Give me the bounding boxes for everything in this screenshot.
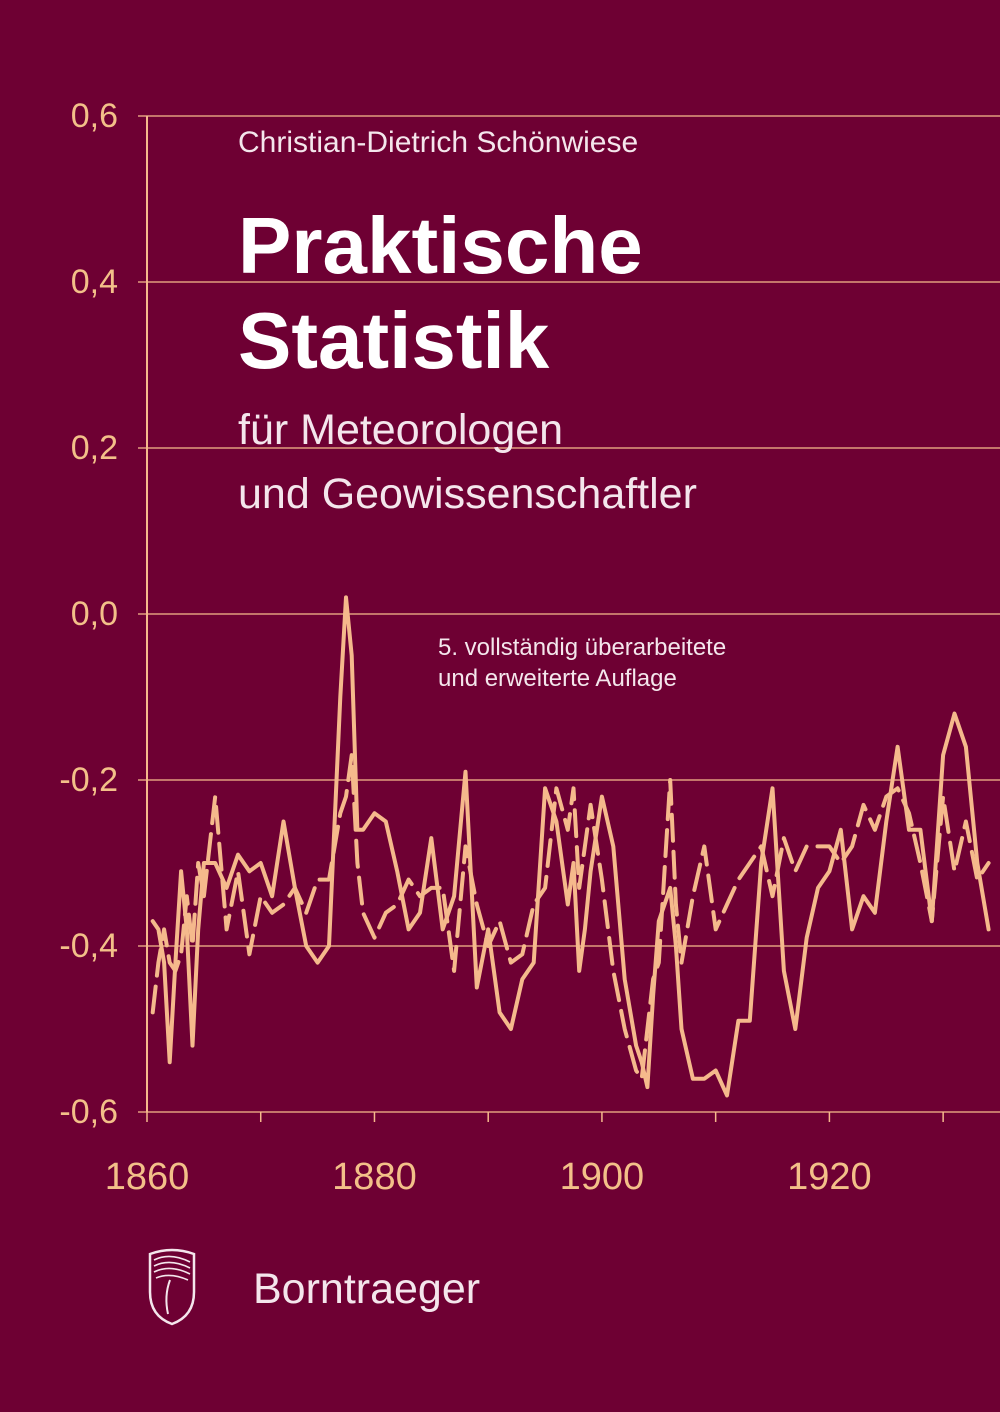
x-tick-label: 1860 bbox=[104, 1156, 190, 1198]
y-tick-label: 0,0 bbox=[70, 595, 118, 633]
book-title-line-2: Statistik bbox=[238, 296, 550, 385]
y-tick-label: -0,2 bbox=[59, 761, 118, 799]
x-tick-label: 1880 bbox=[332, 1156, 417, 1198]
subtitle-line-1: für Meteorologen bbox=[238, 406, 564, 454]
edition-line-2: und erweiterte Auflage bbox=[438, 665, 677, 692]
y-tick-label: 0,4 bbox=[70, 263, 118, 301]
book-subtitle bbox=[238, 398, 697, 526]
x-tick-label: 1920 bbox=[787, 1156, 872, 1198]
subtitle-line-2: und Geowissenschaftler bbox=[238, 470, 697, 518]
y-tick-label: 0,6 bbox=[70, 97, 118, 135]
book-title bbox=[238, 198, 643, 388]
publisher-logo-icon bbox=[144, 1246, 200, 1326]
series-line-dashed bbox=[153, 755, 989, 1079]
edition-line-1: 5. vollständig überarbeitete bbox=[438, 634, 727, 661]
edition-note bbox=[438, 632, 726, 694]
y-tick-label: 0,2 bbox=[70, 429, 118, 467]
author-name: Christian-Dietrich Schönwiese bbox=[238, 126, 639, 159]
y-tick-label: -0,6 bbox=[59, 1093, 118, 1131]
x-tick-label: 1900 bbox=[559, 1156, 645, 1198]
book-title-line-1: Praktische bbox=[238, 201, 643, 290]
y-tick-label: -0,4 bbox=[59, 927, 118, 965]
publisher-name: Borntraeger bbox=[253, 1265, 481, 1313]
